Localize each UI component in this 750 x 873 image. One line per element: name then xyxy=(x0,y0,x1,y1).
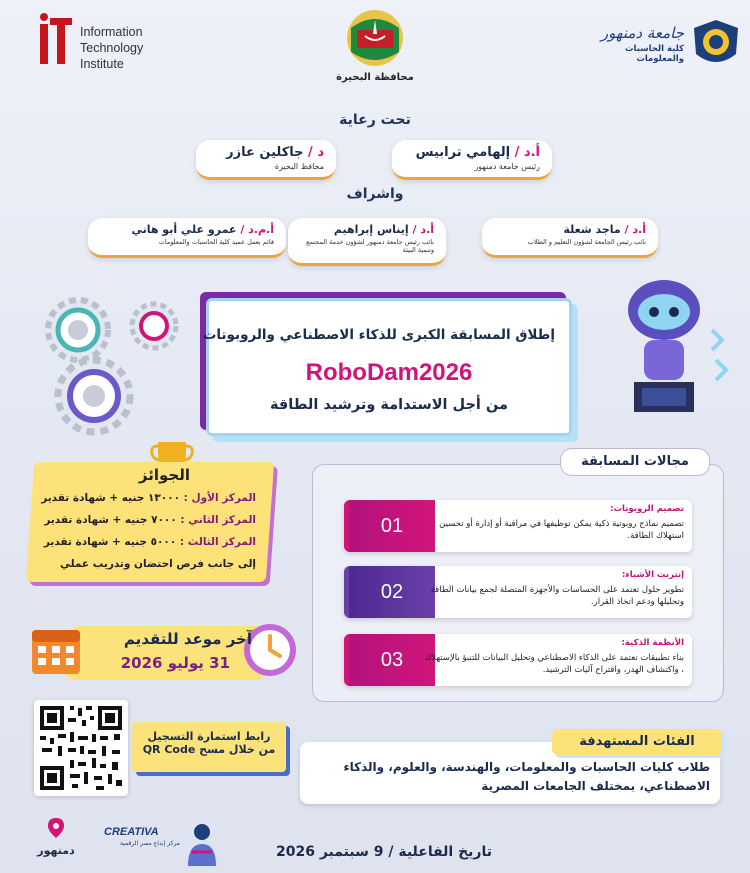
deadline-date: 31 يوليو 2026 xyxy=(120,654,230,672)
prize-position: المركز الثالث : xyxy=(179,536,256,548)
iti-text-line-3: Institute xyxy=(80,57,124,71)
field-card-smart-systems xyxy=(344,634,692,686)
prize-line-first xyxy=(41,492,256,504)
governorate-label: محافظة البحيرة xyxy=(336,72,414,83)
registration-line-1: رابط استمارة التسجيل xyxy=(147,730,271,743)
prize-amount: ١٣٠٠٠ جنيه + شهادة تقدير xyxy=(41,492,181,504)
field-card-iot xyxy=(344,566,692,618)
governorate-emblem-icon xyxy=(343,8,407,70)
field-number: 01 xyxy=(349,500,435,552)
competition-banner xyxy=(202,298,572,436)
prize-line-extra: إلى جانب فرص احتضان وتدريب عملي xyxy=(59,558,256,570)
patron-card-president xyxy=(392,140,552,180)
supervisor-role: قائم بعمل عميد كلية الحاسبات والمعلومات xyxy=(158,238,274,246)
registration-note xyxy=(132,722,286,772)
university-logo xyxy=(600,18,740,70)
field-card-robotics xyxy=(344,500,692,552)
iti-icon xyxy=(38,12,74,66)
prize-position: المركز الأول : xyxy=(183,492,256,504)
prize-amount: ٧٠٠٠ جنيه + شهادة تقدير xyxy=(44,514,177,526)
creativa-subtitle: مركز إبداع مصر الرقمية xyxy=(119,840,180,847)
deadline-panel xyxy=(30,618,302,686)
field-description: بناء تطبيقات تعتمد على الذكاء الاصطناعي وتحليل البيانات للتنبؤ بالإستهلاك ، واكتشاف الهدر، واقتراح آليات الترشيد. xyxy=(424,653,684,675)
patron-title: أ.د / xyxy=(514,145,540,160)
supervisor-role: نائب رئيس جامعة دمنهور لشؤون خدمة المجتمع وتنمية البيئة xyxy=(306,238,434,254)
patron-role: رئيس جامعة دمنهور xyxy=(474,162,540,171)
supervisor-title: أ.م.د / xyxy=(240,223,274,236)
supervisor-name: إيناس إبراهيم xyxy=(333,223,409,236)
iti-text-line-2: Technology xyxy=(80,41,144,55)
iti-text-line-1: Information xyxy=(80,25,143,39)
prize-position: المركز الثاني : xyxy=(180,514,256,526)
field-title: إنترنت الأشياء: xyxy=(621,570,684,580)
patron-card-governor xyxy=(196,140,336,180)
field-number: 03 xyxy=(349,634,435,686)
location-label: دمنهور xyxy=(37,844,75,857)
clock-icon xyxy=(240,618,300,680)
supervisor-role: نائب رئيس الجامعة لشؤون التعليم و الطلاب xyxy=(527,238,646,246)
field-title: تصميم الروبوتات: xyxy=(610,504,684,514)
location-pin-icon xyxy=(48,818,64,838)
banner-headline: إطلاق المسابقة الكبرى للذكاء الاصطناعي والروبوتات xyxy=(202,327,555,343)
robot-icon xyxy=(604,270,734,430)
supervisor-card-dean xyxy=(88,218,286,258)
registration-qr-code[interactable] xyxy=(34,700,128,796)
field-number: 02 xyxy=(349,566,435,618)
supervisor-title: أ.د / xyxy=(412,223,434,236)
calendar-icon xyxy=(30,622,82,676)
supervisor-title: أ.د / xyxy=(624,223,646,236)
creativa-figure-icon xyxy=(182,822,222,866)
university-name: جامعة دمنهور xyxy=(600,24,684,42)
prizes-content xyxy=(30,462,270,582)
patron-role: محافظ البحيرة xyxy=(274,162,324,171)
qr-code-icon xyxy=(34,700,128,796)
university-seal-icon xyxy=(692,18,740,70)
banner-competition-name: RoboDam2026 xyxy=(305,359,473,386)
registration-line-2: من خلال مسح QR Code xyxy=(142,743,276,756)
supervisor-card-vp-community xyxy=(288,218,446,266)
prizes-title: الجوائز xyxy=(138,466,190,484)
field-title: الأنظمة الذكية: xyxy=(621,638,684,648)
creativa-name: CREATIVA xyxy=(104,826,159,838)
prize-line-third xyxy=(44,536,256,548)
creativa-logo xyxy=(104,820,224,868)
patron-name: جاكلين عازر xyxy=(226,145,304,160)
supervisor-name: ماجد شعلة xyxy=(563,223,621,236)
field-description: تطوير حلول تعتمد على الحساسات والأجهزة المتصلة لجمع بيانات الطاقة وتحليلها ودعم اتخاذ القرار. xyxy=(430,585,684,607)
prize-amount: ٥٠٠٠ جنيه + شهادة تقدير xyxy=(43,536,177,548)
fields-heading: مجالات المسابقة xyxy=(560,448,710,476)
supervision-heading: واشراف xyxy=(346,186,404,202)
location xyxy=(26,818,86,868)
supervisor-name: عمرو علي أبو هاني xyxy=(131,223,237,236)
patronage-heading: تحت رعاية xyxy=(339,112,411,128)
field-description: تصميم نماذج روبوتية ذكية يمكن توظيفها في مراقبة أو إدارة أو تحسين استهلاك الطاقة. xyxy=(439,519,684,541)
supervisor-card-vp-education xyxy=(482,218,658,258)
banner-tagline: من أجل الاستدامة وترشيد الطاقة xyxy=(270,397,508,413)
patron-title: د / xyxy=(308,145,324,160)
college-name: كلية الحاسبات والمعلومات xyxy=(625,44,684,64)
governorate-logo xyxy=(330,8,420,88)
iti-logo xyxy=(38,10,178,74)
event-date: تاريخ الفاعلية / 9 سبتمبر 2026 xyxy=(275,844,492,860)
target-audience-heading: الفئات المستهدفة xyxy=(552,729,722,755)
patron-name: إلهامي ترابيس xyxy=(415,145,511,160)
prize-line-second xyxy=(44,514,256,526)
deadline-label: آخر موعد للتقديم xyxy=(123,630,252,648)
gears-icon xyxy=(20,296,200,436)
target-audience-text: طلاب كليات الحاسبات والمعلومات، والهندسة، والعلوم، والذكاء الاصطناعي، بمختلف الجامعات المصرية xyxy=(343,760,710,793)
